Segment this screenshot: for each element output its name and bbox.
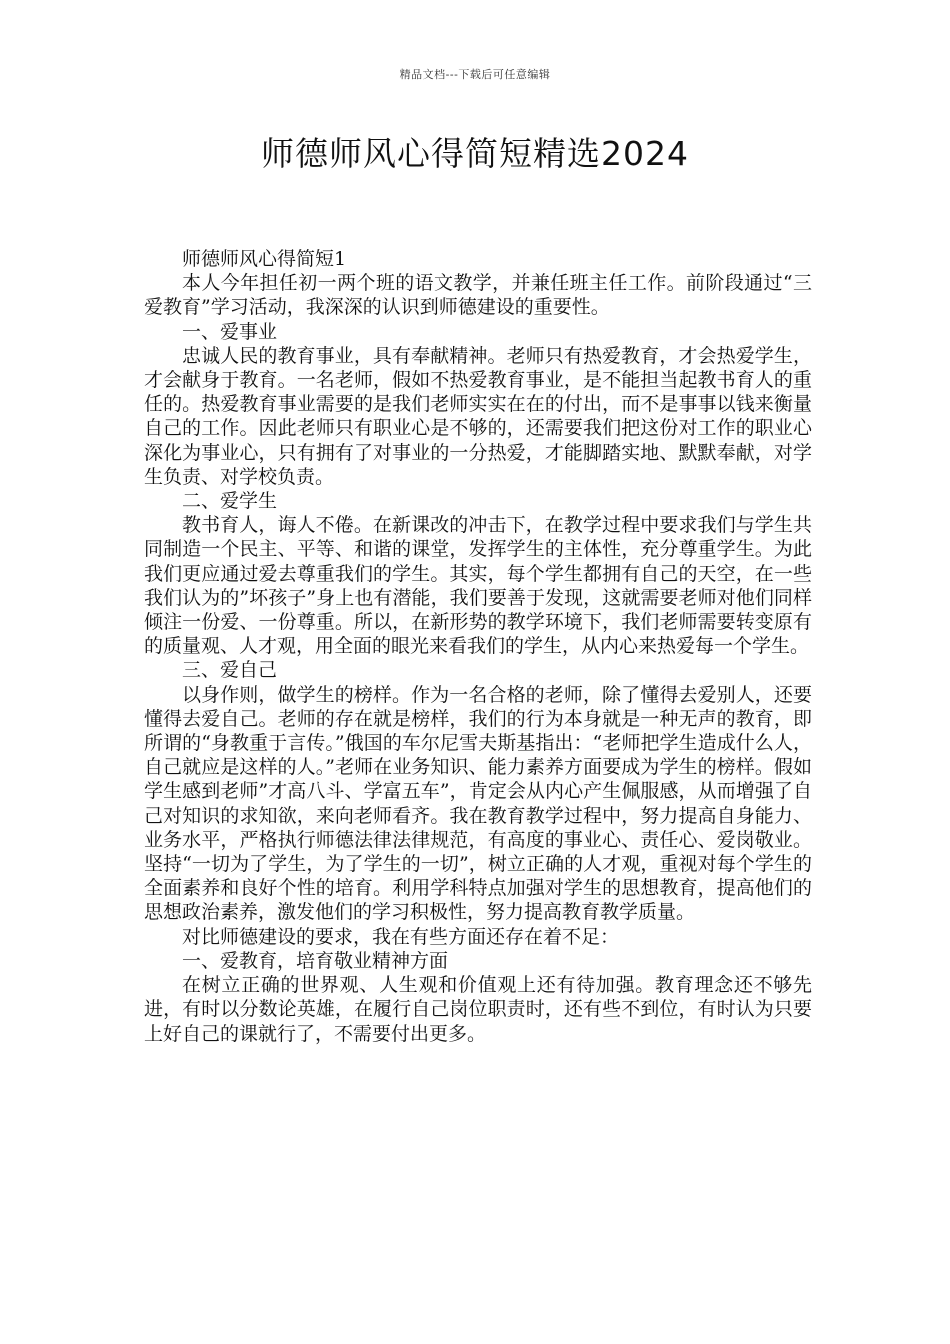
section-heading: 二、爱学生 [182,490,278,513]
body-paragraph: 忠诚人民的教育事业，具有奉献精神。老师只有热爱教育，才会热爱学生，才会献身于教育。一名老师，假如不热爱教育事业，是不能担当起教书育人的重任的。热爱教育事业需要的是我们老师实实在在的付出，而不是事事以钱来衡量自己的工作。因此老师只有职业心是不够的，还需要我们把这份对工作的职业心深化为事业心，只有拥有了对事业的一分热爱，才能脚踏实地、默默奉献，对学生负责、对学校负责。 [144,344,812,488]
section-heading: 师德师风心得简短1 [182,248,347,270]
body-paragraph: 教书育人，诲人不倦。在新课改的冲击下，在教学过程中要求我们与学生共同制造一个民主、平等、和谐的课堂，发挥学生的主体性，充分尊重学生。为此我们更应通过爱去尊重我们的学生。其实，每个学生都拥有自己的天空，在一些我们认为的”坏孩子”身上也有潜能，我们要善于发现，这就需要老师对他们同样倾注一份爱、一份尊重。所以，在新形势的教学环境下，我们老师需要转变原有的质量观、人才观，用全面的眼光来看我们的学生，从内心来热爱每一个学生。 [144,514,812,658]
body-paragraph: 本人今年担任初一两个班的语文教学，并兼任班主任工作。前阶段通过“三爱教育”学习活动，我深深的认识到师德建设的重要性。 [144,272,812,319]
header-note: 精品文档---下载后可任意编辑 [399,68,551,81]
body-paragraph: 在树立正确的世界观、人生观和价值观上还有待加强。教育理念还不够先进，有时以分数论英雄，在履行自己岗位职责时，还有些不到位，有时认为只要上好自己的课就行了，不需要付出更多。 [144,974,812,1045]
document-body [144,247,812,1046]
section-heading: 三、爱自己 [182,659,278,682]
body-paragraph: 以身作则，做学生的榜样。作为一名合格的老师，除了懂得去爱别人，还要懂得去爱自己。老师的存在就是榜样，我们的行为本身就是一种无声的教育，即所谓的“身教重于言传。”俄国的车尔尼雪夫斯基指出：“老师把学生造成什么人，自己就应是这样的人。”老师在业务知识、能力素养方面要成为学生的榜样。假如学生感到老师”才高八斗、学富五车”，肯定会从内心产生佩服感，从而增强了自己对知识的求知欲，来向老师看齐。我在教育教学过程中，努力提高自身能力、业务水平，严格执行师德法律法律规范，有高度的事业心、责任心、爱岗敬业。坚持“一切为了学生，为了学生的一切”，树立正确的人才观，重视对每个学生的全面素养和良好个性的培育。利用学科特点加强对学生的思想教育，提高他们的思想政治素养，激发他们的学习积极性，努力提高教育教学质量。 [144,683,812,924]
document-title: 师德师风心得简短精选2024 [261,134,689,173]
body-paragraph: 对比师德建设的要求，我在有些方面还存在着不足： [182,925,620,948]
section-heading: 一、爱教育，培育敬业精神方面 [182,949,449,972]
section-heading: 一、爱事业 [182,320,278,343]
